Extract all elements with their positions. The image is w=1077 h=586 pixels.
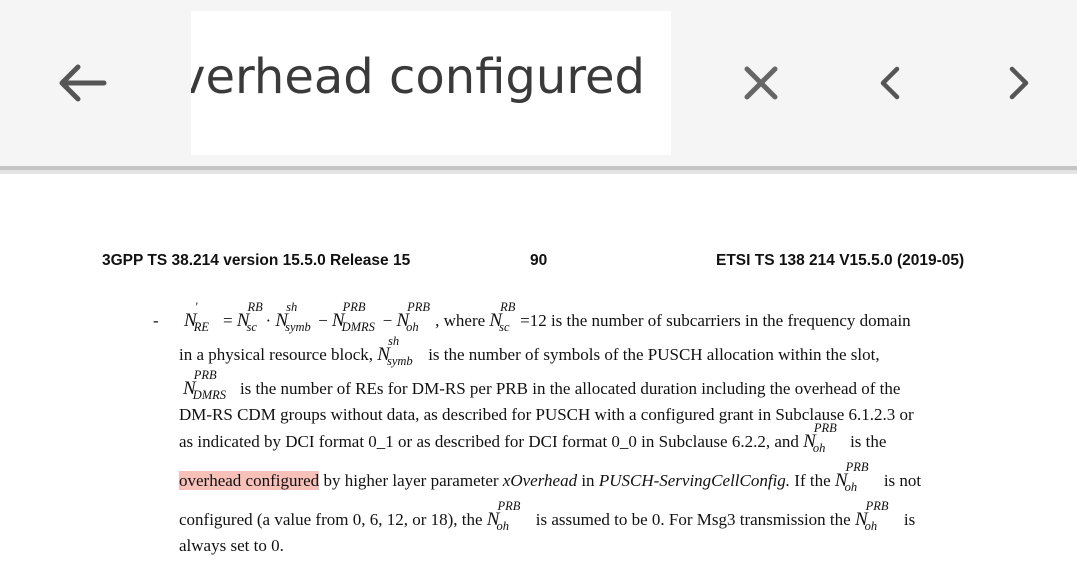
body-line-2: in a physical resource block, N sh symb is the number of symbols of the PUSCH allocation within the slot,	[179, 334, 880, 368]
symbol-n-oh-prb-5: N PRB oh	[854, 499, 889, 533]
clear-search-button[interactable]	[733, 55, 789, 111]
body-line-8: always set to 0.	[179, 536, 284, 555]
symbol-n-dmrs-prb: N PRB DMRS	[331, 300, 375, 334]
body-line-7: configured (a value from 0, 6, 12, or 18), the N PRB oh is assumed to be 0. For Msg3 transmission the N PRB oh is	[179, 499, 916, 533]
formula-line: N ' RE = N RB sc · N sh symb − N PRB DMRS − N PRB oh , where N RB sc =12 is the number of subcarriers in the frequency domain	[184, 300, 911, 334]
symbol-n-sc-rb-2: N RB sc	[489, 300, 516, 334]
search-toolbar	[0, 0, 1077, 166]
body-line-6: overhead configured by higher layer parameter xOverhead in PUSCH-ServingCellConfig. If the N PRB oh is not	[179, 460, 922, 494]
symbol-n-symb-sh: N sh symb	[275, 300, 311, 334]
search-input[interactable]	[191, 49, 645, 105]
symbol-n-dmrs-prb-2: N PRB DMRS	[183, 368, 227, 402]
symbol-n-oh-prb-2: N PRB oh	[803, 421, 837, 455]
chevron-right-icon	[1008, 66, 1030, 100]
body-line-5: as indicated by DCI format 0_1 or as described for DCI format 0_0 in Subclause 6.2.2, and N PRB oh is the	[179, 421, 887, 455]
toolbar-shadow	[0, 170, 1077, 174]
symbol-n-oh-prb: N PRB oh	[396, 300, 431, 334]
search-box[interactable]	[191, 11, 671, 155]
body-line-4: DM-RS CDM groups without data, as described for PUSCH with a configured grant in Subclause 6.1.2.3 or	[179, 405, 914, 424]
symbol-n-symb-sh-2: N sh symb	[377, 334, 413, 368]
close-icon	[743, 65, 779, 101]
next-result-button[interactable]	[997, 58, 1041, 108]
body-line-3: N PRB DMRS is the number of REs for DM-RS per PRB in the allocated duration including the overhead of the	[183, 368, 901, 402]
back-arrow-icon	[54, 61, 110, 105]
search-match-highlight: overhead configured	[179, 471, 320, 490]
page-header-right: ETSI TS 138 214 V15.5.0 (2019-05)	[716, 252, 965, 269]
symbol-n-oh-prb-3: N PRB oh	[834, 460, 869, 494]
previous-result-button[interactable]	[868, 58, 912, 108]
bullet-dash: -	[153, 311, 159, 330]
back-button[interactable]	[50, 55, 114, 111]
symbol-n-sc-rb: N RB sc	[236, 300, 263, 334]
page-header-left: 3GPP TS 38.214 version 15.5.0 Release 15	[102, 252, 411, 269]
chevron-left-icon	[879, 66, 901, 100]
page-number: 90	[530, 252, 548, 269]
symbol-n-oh-prb-4: N PRB oh	[486, 499, 521, 533]
symbol-n-re-prime: N ' RE	[184, 300, 209, 334]
